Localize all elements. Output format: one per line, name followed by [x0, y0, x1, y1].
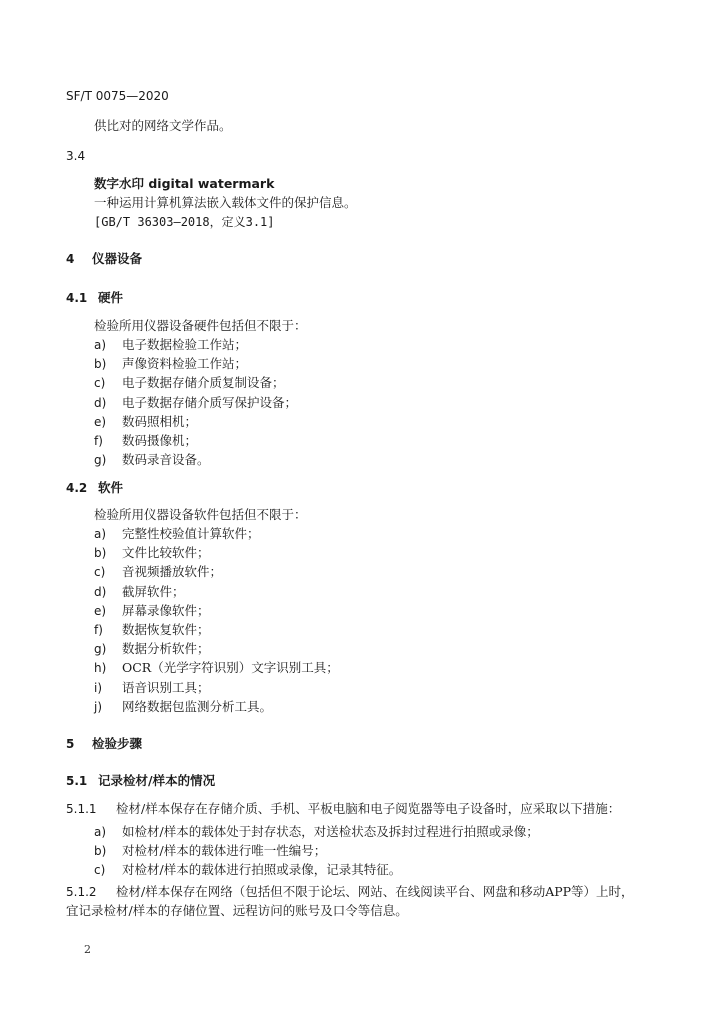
- list-item-label: b): [94, 357, 107, 372]
- section-4-1-heading: 4.1 硬件: [66, 290, 124, 305]
- software-list-item: [94, 545, 210, 561]
- list-item-text: 完整性校验值计算软件；: [122, 526, 260, 541]
- section-3-4-number: 3.4: [66, 149, 86, 163]
- clause-5-1-2-continuation: 宜记录检材/样本的存储位置、远程访问的账号及口令等信息。: [66, 903, 408, 918]
- software-list-item: [94, 622, 210, 638]
- hardware-list-item: [94, 433, 197, 449]
- hardware-list-item: [94, 356, 247, 372]
- software-list-item: [94, 526, 260, 542]
- term-digital-watermark: 数字水印 digital watermark: [94, 176, 275, 191]
- list-item-text: 电子数据存储介质写保护设备；: [122, 394, 298, 410]
- list-item-text: 对检材/样本的载体进行拍照或录像，记录其特征。: [122, 862, 402, 878]
- list-item-label: e): [94, 603, 107, 618]
- list-item-text: 对检材/样本的载体进行唯一性编号；: [122, 843, 327, 859]
- list-item-label: b): [94, 546, 107, 561]
- software-list-item: [94, 680, 210, 696]
- section-4-2-intro: 检验所用仪器设备软件包括但不限于：: [94, 507, 307, 522]
- list-item-text: 电子数据检验工作站；: [122, 337, 248, 352]
- hardware-list-item: [94, 375, 285, 391]
- term-definition: 一种运用计算机算法嵌入载体文件的保护信息。: [94, 195, 357, 210]
- software-list-item: [94, 641, 210, 657]
- measure-list-item: [94, 862, 401, 878]
- measure-list-item: [94, 843, 326, 859]
- software-list-item: [94, 699, 272, 715]
- list-item-text: 屏幕录像软件；: [122, 602, 210, 618]
- list-item-label: d): [94, 395, 107, 410]
- section-4-1-intro: 检验所用仪器设备硬件包括但不限于：: [94, 318, 307, 333]
- section-5-heading: 5 检验步骤: [66, 736, 143, 751]
- software-list-item: [94, 564, 222, 580]
- list-item-text: 电子数据存储介质复制设备；: [122, 375, 285, 391]
- clause-5-1-2: 5.1.2 检材/样本保存在网络（包括但不限于论坛、网站、在线阅读平台、网盘和移动APP等）上时，: [66, 884, 634, 899]
- list-item-label: c): [94, 376, 106, 391]
- section-5-1-heading: 5.1 记录检材/样本的情况: [66, 773, 216, 788]
- list-item-label: a): [94, 825, 107, 839]
- hardware-list-item: [94, 395, 297, 411]
- list-item-text: 网络数据包监测分析工具。: [122, 698, 273, 714]
- list-item-text: 数据恢复软件；: [122, 622, 210, 637]
- hardware-list-item: [94, 337, 247, 353]
- list-item-text: 数码照相机；: [122, 413, 198, 429]
- list-item-text: 音视频播放软件；: [122, 564, 223, 580]
- list-item-label: j): [94, 699, 103, 714]
- hardware-list-item: [94, 414, 197, 430]
- software-list-item: [94, 603, 210, 619]
- page-number: 2: [84, 943, 91, 956]
- continuation-text: 供比对的网络文学作品。: [94, 118, 232, 133]
- list-item-label: a): [94, 527, 107, 541]
- measure-list-item: [94, 824, 539, 840]
- software-list-item: [94, 660, 339, 676]
- standard-code-header: SF/T 0075—2020: [66, 89, 169, 103]
- list-item-text: OCR（光学字符识别）文字识别工具；: [122, 660, 339, 676]
- list-item-label: f): [94, 434, 103, 448]
- section-4-2-heading: 4.2 软件: [66, 480, 124, 495]
- list-item-label: c): [94, 863, 106, 878]
- list-item-text: 数据分析软件；: [122, 641, 210, 657]
- clause-5-1-1: 5.1.1 检材/样本保存在存储介质、手机、平板电脑和电子阅览器等电子设备时，应采取以下措施：: [66, 801, 621, 816]
- hardware-list-item: [94, 452, 210, 468]
- list-item-label: d): [94, 584, 107, 599]
- list-item-text: 数码摄像机；: [122, 433, 198, 448]
- list-item-label: h): [94, 661, 107, 676]
- list-item-label: g): [94, 453, 107, 468]
- list-item-text: 文件比较软件；: [122, 545, 210, 561]
- list-item-label: f): [94, 623, 103, 637]
- list-item-label: b): [94, 844, 107, 859]
- list-item-label: g): [94, 642, 107, 657]
- list-item-text: 声像资料检验工作站；: [122, 356, 248, 372]
- list-item-label: i): [94, 680, 103, 695]
- list-item-label: a): [94, 338, 107, 352]
- section-4-heading: 4 仪器设备: [66, 251, 143, 266]
- list-item-text: 语音识别工具；: [122, 679, 210, 695]
- software-list-item: [94, 584, 185, 600]
- list-item-label: c): [94, 565, 106, 580]
- list-item-text: 如检材/样本的载体处于封存状态，对送检状态及拆封过程进行拍照或录像；: [122, 824, 539, 839]
- term-source: [GB/T 36303—2018，定义3.1]: [94, 215, 275, 229]
- list-item-label: e): [94, 414, 107, 429]
- list-item-text: 数码录音设备。: [122, 452, 210, 468]
- list-item-text: 截屏软件；: [122, 583, 185, 599]
